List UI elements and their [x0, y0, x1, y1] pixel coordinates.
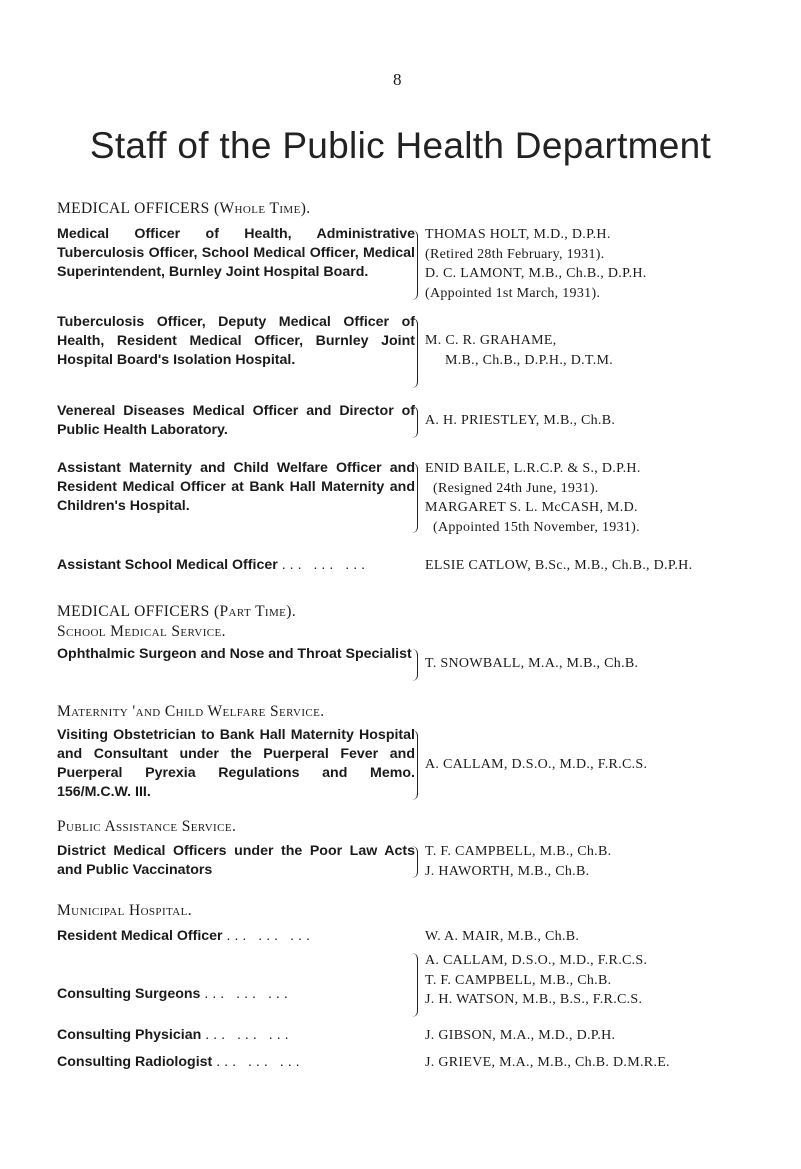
service-heading-municipal-hospital: Municipal Hospital. — [57, 902, 192, 919]
role-consulting-physician: Consulting Physician ... ... ... — [57, 1027, 293, 1043]
section-heading-part-time: MEDICAL OFFICERS (Part Time). — [57, 603, 297, 620]
role-medical-officer-of-health: Medical Officer of Health, Administrative Tuberculosis Officer, School Medical Officer, Medical Superintendent, Burnley Joint Hospital Board. — [57, 226, 415, 280]
brace — [408, 318, 418, 388]
holder-block: T. SNOWBALL, M.A., M.B., Ch.B. — [425, 656, 639, 671]
holder-block: W. A. MAIR, M.B., Ch.B. — [425, 929, 580, 944]
role-assistant-school-medical-officer: Assistant School Medical Officer ... ... ... — [57, 557, 370, 573]
service-heading-school-medical: School Medical Service. — [57, 623, 226, 640]
service-heading-maternity: Maternity 'and Child Welfare Service. — [57, 703, 325, 720]
holder-block: M. C. R. GRAHAME, M.B., Ch.B., D.P.H., D.T.M. — [425, 333, 614, 368]
brace — [408, 730, 418, 800]
role-visiting-obstetrician: Visiting Obstetrician to Bank Hall Maternity Hospital and Consultant under the Puerperal Fever and Puerperal Pyrexia Regulations and Memo. 156/M.C.W. III. — [57, 727, 415, 800]
page-number: 8 — [393, 70, 402, 89]
brace — [408, 846, 418, 878]
role-venereal-diseases-officer: Venereal Diseases Medical Officer and Director of Public Health Laboratory. — [57, 403, 415, 438]
role-consulting-radiologist: Consulting Radiologist ... ... ... — [57, 1054, 304, 1070]
holder-block: ELSIE CATLOW, B.Sc., M.B., Ch.B., D.P.H. — [425, 558, 693, 573]
brace — [408, 406, 418, 438]
holder-block: J. GRIEVE, M.A., M.B., Ch.B. D.M.R.E. — [425, 1055, 670, 1070]
role-assistant-maternity-officer: Assistant Maternity and Child Welfare Officer and Resident Medical Officer at Bank Hall Maternity and Children's Hospital. — [57, 460, 415, 514]
brace — [408, 230, 418, 300]
holder-block: A. H. PRIESTLEY, M.B., Ch.B. — [425, 413, 616, 428]
holder-block: J. GIBSON, M.A., M.D., D.P.H. — [425, 1028, 616, 1043]
role-ophthalmic-surgeon: Ophthalmic Surgeon and Nose and Throat Specialist — [57, 646, 412, 662]
brace — [408, 953, 418, 1017]
section-heading-whole-time: MEDICAL OFFICERS (Whole Time). — [57, 200, 311, 217]
service-heading-public-assistance: Public Assistance Service. — [57, 818, 237, 835]
role-resident-medical-officer: Resident Medical Officer ... ... ... — [57, 928, 314, 944]
role-consulting-surgeons: Consulting Surgeons ... ... ... — [57, 986, 292, 1002]
holder-block: A. CALLAM, D.S.O., M.D., F.R.C.S. T. F. CAMPBELL, M.B., Ch.B. J. H. WATSON, M.B., B.S., F.R.C.S. — [425, 953, 648, 1007]
page-title: Staff of the Public Health Department — [89, 125, 712, 166]
brace — [408, 463, 418, 533]
holder-block: THOMAS HOLT, M.D., D.P.H. (Retired 28th February, 1931). D. C. LAMONT, M.B., Ch.B., D.P.H. (Appointed 1st March, 1931). — [425, 227, 647, 301]
holder-block: T. F. CAMPBELL, M.B., Ch.B. J. HAWORTH, M.B., Ch.B. — [425, 844, 612, 879]
holder-block: ENID BAILE, L.R.C.P. & S., D.P.H. (Resigned 24th June, 1931). MARGARET S. L. McCASH, M.D. (Appointed 15th November, 1931). — [425, 461, 641, 535]
role-district-medical-officers: District Medical Officers under the Poor Law Acts and Public Vaccinators — [57, 843, 415, 878]
brace — [408, 649, 418, 681]
role-tuberculosis-officer: Tuberculosis Officer, Deputy Medical Officer of Health, Resident Medical Officer, Burnley Joint Hospital Board's Isolation Hospital. — [57, 314, 415, 368]
holder-block: A. CALLAM, D.S.O., M.D., F.R.C.S. — [425, 757, 648, 772]
